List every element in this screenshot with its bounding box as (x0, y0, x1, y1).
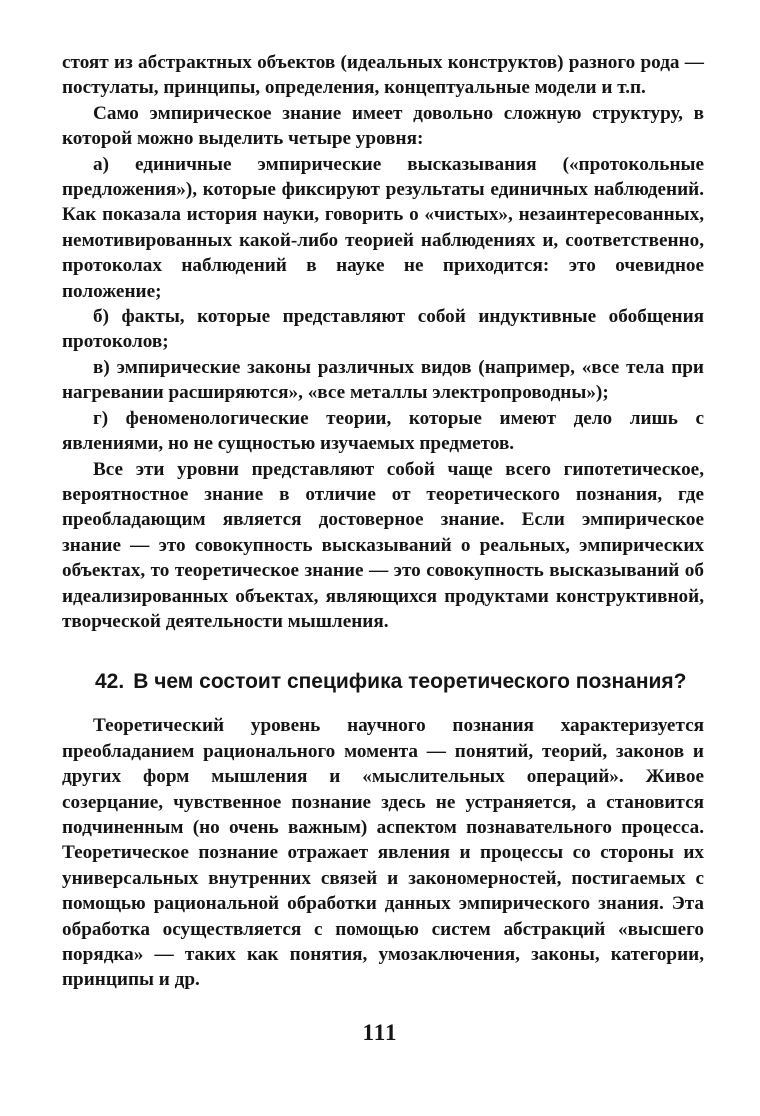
paragraph-continuation: стоят из абстрактных объектов (идеальных конструктов) разного рода — постулаты, принципы, определения, концептуальные модели и т.п. (62, 52, 704, 99)
text-block-bottom (62, 713, 704, 992)
paragraph-empirical-structure: Само эмпирическое знание имеет довольно сложную структуру, в которой можно выделить четыре уровня: (62, 102, 704, 150)
paragraph-levels-summary: Все эти уровни представляют собой чаще всего гипотетическое, вероятностное знание в отличие от теоретического познания, где преобладающим является достоверное знание. Если эмпирическое знание — это совокупность высказываний о реальных, эмпирических объектах, то теоретическое знание — это совокупность высказываний об идеализированных объектах, являющихся продуктами конструктивной, творческой деятельности мышления. (62, 458, 704, 632)
section-heading (95, 669, 704, 695)
paragraph-theoretical-level: Теоретический уровень научного познания характеризуется преобладанием рационального момента — понятий, теорий, законов и других форм мышления и «мыслительных операций». Живое созерцание, чувственное познание здесь не устраняется, а становится подчиненным (но очень важным) аспектом познавательного процесса. Теоретическое познание отражает явления и процессы со стороны их универсальных внутренних связей и закономерностей, постигаемых с помощью рациональной обработки данных эмпирического знания. Эта обработка осуществляется с помощью систем абстракций «высшего порядка» — таких как понятия, умозаключения, законы, категории, принципы и др. (62, 715, 704, 991)
text-block-top (62, 50, 704, 634)
paragraph-level-b: б) факты, которые представляют собой индуктивные обобщения протоколов; (62, 306, 704, 353)
section-title: В чем состоит специфика теоретического познания? (133, 670, 687, 694)
section-number: 42. (95, 670, 125, 694)
paragraph-level-c: в) эмпирические законы различных видов (например, «все тела при нагревании расширяются», «все металлы электропроводны»); (62, 356, 704, 404)
paragraph-level-d: г) феноменологические теории, которые имеют дело лишь с явлениями, но не сущностью изучаемых предметов. (62, 407, 704, 455)
page-number: 111 (362, 1020, 398, 1045)
paragraph-level-a: а) единичные эмпирические высказывания («протокольные предложения»), которые фиксируют результаты единичных наблюдений. Как показала история науки, говорить о «чистых», незаинтересованных, немотивированных какой-либо теорией наблюдениях и, соответственно, протоколах наблюдений в науке не приходится: это очевидное положение; (62, 153, 704, 302)
page-body (62, 50, 704, 993)
